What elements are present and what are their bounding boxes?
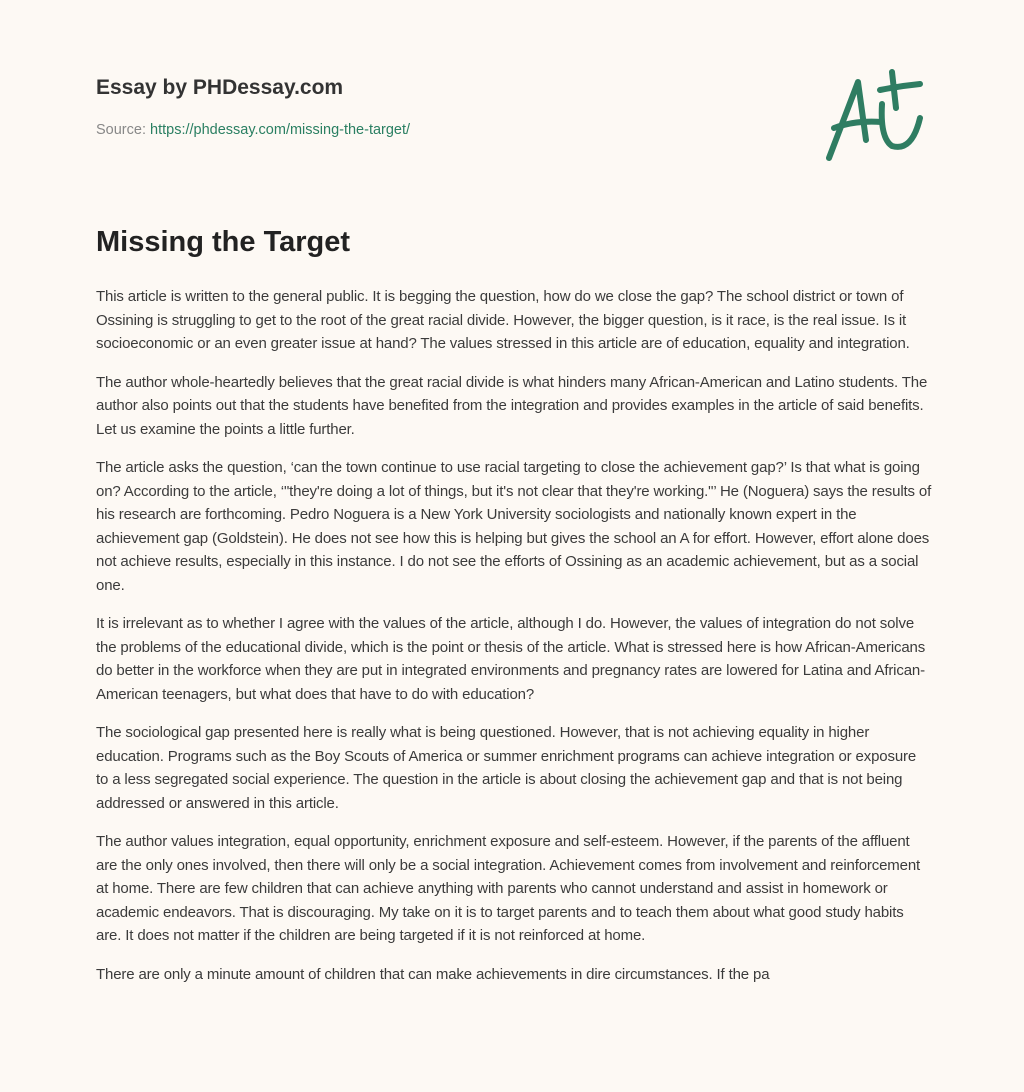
- paragraph: The author whole-heartedly believes that the great racial divide is what hinders many African-American and Latino students. The author also points out that the students have benefited from the integration and provides examples in the article of said benefits. Let us examine the points a little further.: [96, 373, 928, 438]
- site-header: [96, 76, 410, 138]
- article-body: [96, 285, 932, 1001]
- paragraph: The article asks the question, ‘can the town continue to use racial targeting to close the achievement gap?’ Is that what is going on? According to the article, ‘"they're doing a lot of things, but it's not clear that they're working."’ He (Noguera) says the results of his research are forthcoming. Pedro Noguera is a New York University sociologists and nationally known expert in the achievement gap (Goldstein). He does not see how this is helping but gives the school an A for effort. However, effort alone does not achieve results, especially in this instance. I do not see the efforts of Ossining as an academic achievement, but as a social one.: [96, 459, 932, 594]
- source-link[interactable]: https://phdessay.com/missing-the-target/: [150, 122, 411, 138]
- paragraph: There are only a minute amount of children that can make achievements in dire circumstances. If the pa: [96, 965, 770, 983]
- source-label: Source:: [96, 122, 146, 138]
- paragraph: The author values integration, equal opportunity, enrichment exposure and self-esteem. However, if the parents of the affluent are the only ones involved, then there will only be a social integration. Achievement comes from involvement and reinforcement at home. There are few children that can achieve anything with parents who cannot understand and assist in homework or academic endeavors. That is discouraging. My take on it is to target parents and to teach them about what good study habits are. It does not matter if the children are being targeted if it is not reinforced at home.: [96, 833, 921, 944]
- site-title: Essay by PHDessay.com: [96, 76, 344, 99]
- paragraph: This article is written to the general public. It is begging the question, how do we close the gap? The school district or town of Ossining is struggling to get to the root of the great racial divide. However, the bigger question, is it race, is the real issue. Is it socioeconomic or an even greater issue at hand? The values stressed in this article are of education, equality and integration.: [96, 288, 910, 352]
- article-title: Missing the Target: [96, 226, 351, 258]
- a-plus-logo-icon: [820, 68, 930, 168]
- paragraph: The sociological gap presented here is really what is being questioned. However, that is not achieving equality in higher education. Programs such as the Boy Scouts of America or summer enrichment programs can achieve integration or exposure to a less segregated social experience. The question in the article is about closing the achievement gap and that is not being addressed or answered in this article.: [96, 724, 917, 812]
- paragraph: It is irrelevant as to whether I agree with the values of the article, although I do. However, the values of integration do not solve the problems of the educational divide, which is the point or thesis of the article. What is stressed here is how African-Americans do better in the workforce when they are put in integrated environments and pregnancy rates are lowered for Latina and African-American teenagers, but what does that have to do with education?: [96, 615, 926, 703]
- source-line: [96, 122, 410, 138]
